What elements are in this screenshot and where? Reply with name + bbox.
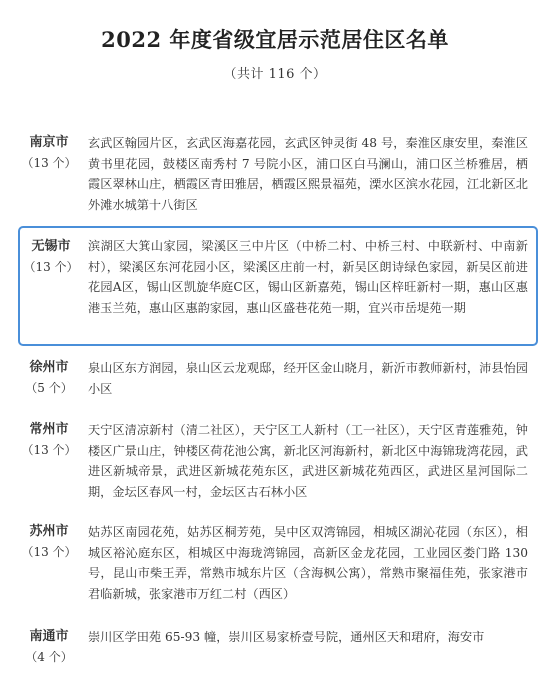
city-name: 无锡市 — [31, 239, 71, 254]
community-list: 天宁区清凉新村（清二社区），天宁区工人新村（工一社区），天宁区青莲雅苑，钟楼区广景山庄，钟楼区荷花池公寓，新北区河海新村，新北区中海锦珑湾花园，武进区新城帝景，武进区新城花苑东区，武进区新城花苑西区，武进区星河国际二期，金坛区春风一村，金坛区古石林小区 — [88, 423, 528, 499]
community-list: 姑苏区南园花苑，姑苏区桐芳苑，吴中区双湾锦园，相城区湖沁花园（东区），相城区裕沁庭东区，相城区中海珑湾锦园，高新区金龙花园，工业园区娄门路 130 号，昆山市柴王弄，常熟市城东片区（含海枫公寓），常熟市聚福佳苑，张家港市君临新城，张家港市万红二村（西区） — [88, 525, 528, 601]
city-name: 苏州市 — [29, 524, 69, 539]
document-title: 2022 年度省级宜居示范居住区名单 — [101, 27, 449, 52]
city-label — [18, 133, 80, 173]
city-label — [20, 237, 82, 277]
city-count: （13 个） — [21, 156, 77, 170]
city-count: （4 个） — [25, 650, 73, 664]
community-list: 玄武区翰园片区，玄武区海嘉花园，玄武区钟灵街 48 号，秦淮区康安里，秦淮区黄书里花园，鼓楼区南秀村 7 号院小区，浦口区白马澜山，浦口区兰桥雅居，栖霞区翠林山庄，栖霞区青田雅居，栖霞区熙景福苑，溧水区滨水花园，江北新区北外滩水城第十八街区 — [88, 136, 528, 212]
community-list: 崇川区学田苑 65-93 幢，崇川区易家桥壹号院，通州区天和珺府，海安市 — [88, 630, 485, 644]
city-count: （5 个） — [25, 381, 73, 395]
city-count: （13 个） — [23, 260, 79, 274]
section-wuxi — [18, 226, 538, 346]
city-name: 徐州市 — [29, 360, 69, 375]
community-list: 泉山区东方润园，泉山区云龙观邸，经开区金山晓月，新沂市教师新村，沛县怡园小区 — [88, 361, 528, 396]
city-name: 南通市 — [29, 629, 69, 644]
city-count: （13 个） — [21, 443, 77, 457]
section-suzhou — [18, 522, 538, 606]
section-changzhou — [18, 420, 538, 504]
city-label — [18, 522, 80, 562]
city-name: 常州市 — [29, 422, 69, 437]
community-list: 滨湖区大箕山家园，梁溪区三中片区（中桥二村、中桥三村、中联新村、中南新村），梁溪区东河花园小区，梁溪区庄前一村，新吴区朗诗绿色家园，新吴区前进花园A区，锡山区凯旋华庭C区，锡山区新嘉苑，锡山区梓旺新村一期，惠山区惠港玉兰苑，惠山区惠韵家园，惠山区盛巷花苑一期，宜兴市岳堤苑一期 — [88, 239, 528, 315]
document-subtitle: （共计 116 个） — [223, 67, 327, 82]
city-name: 南京市 — [29, 135, 69, 150]
section-nanjing — [18, 133, 538, 217]
section-nantong — [18, 627, 538, 672]
city-count: （13 个） — [21, 545, 77, 559]
section-xuzhou — [18, 358, 538, 403]
city-label — [18, 358, 80, 398]
city-label — [18, 627, 80, 667]
city-label — [18, 420, 80, 460]
